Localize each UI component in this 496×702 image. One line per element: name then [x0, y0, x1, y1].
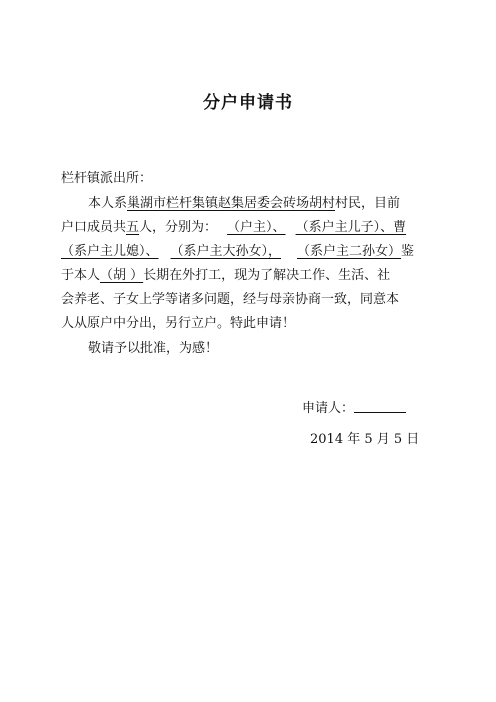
body-text: 长期在外打工，现为了解决工作、生活、社: [143, 268, 391, 283]
signature-blank: [354, 398, 406, 413]
body-line-4: [61, 265, 390, 287]
body-text: 本人系: [88, 196, 128, 211]
body-text: 村民，目前: [335, 196, 401, 211]
closing-line: 敬请予以批准，为感！: [88, 341, 219, 356]
member-list: [217, 220, 406, 235]
body-line-5: 会养老、子女上学等诸多问题，经与母亲协商一致，同意本: [61, 292, 400, 307]
member-daughter-in-law: （系户主儿媳）、: [61, 244, 159, 259]
member-granddaughter-2: （系户主二孙女）: [297, 244, 402, 259]
body-text: 鉴: [401, 244, 415, 259]
member-head: （户主）、: [227, 220, 286, 235]
body-line-6: 人从原户中分出，另行立户。特此申请！: [61, 316, 296, 331]
body-line-1: [88, 193, 400, 215]
body-line-2: [61, 217, 406, 239]
member-granddaughter-1: （系户主大孙女），: [170, 244, 282, 259]
member-count: 五: [126, 220, 140, 235]
village-name: 巢湖市栏杆集镇赵集居委会砖场胡村: [127, 196, 336, 211]
body-text: 人，分别为：: [139, 220, 218, 235]
body-text: 户口成员共: [61, 220, 127, 235]
body-line-3: [61, 241, 414, 263]
member-list-cont: [61, 244, 401, 259]
member-son: （系户主儿子）、曹: [295, 220, 407, 235]
addressee: 栏杆镇派出所：: [61, 171, 153, 186]
applicant-name: （胡 ）: [100, 268, 144, 283]
signature-line: [302, 398, 406, 420]
date: 2014 年 5 月 5 日: [310, 432, 420, 447]
signature-label: 申请人：: [302, 401, 355, 416]
body-text: 于本人: [61, 268, 101, 283]
document-title: 分户申请书: [203, 93, 293, 113]
